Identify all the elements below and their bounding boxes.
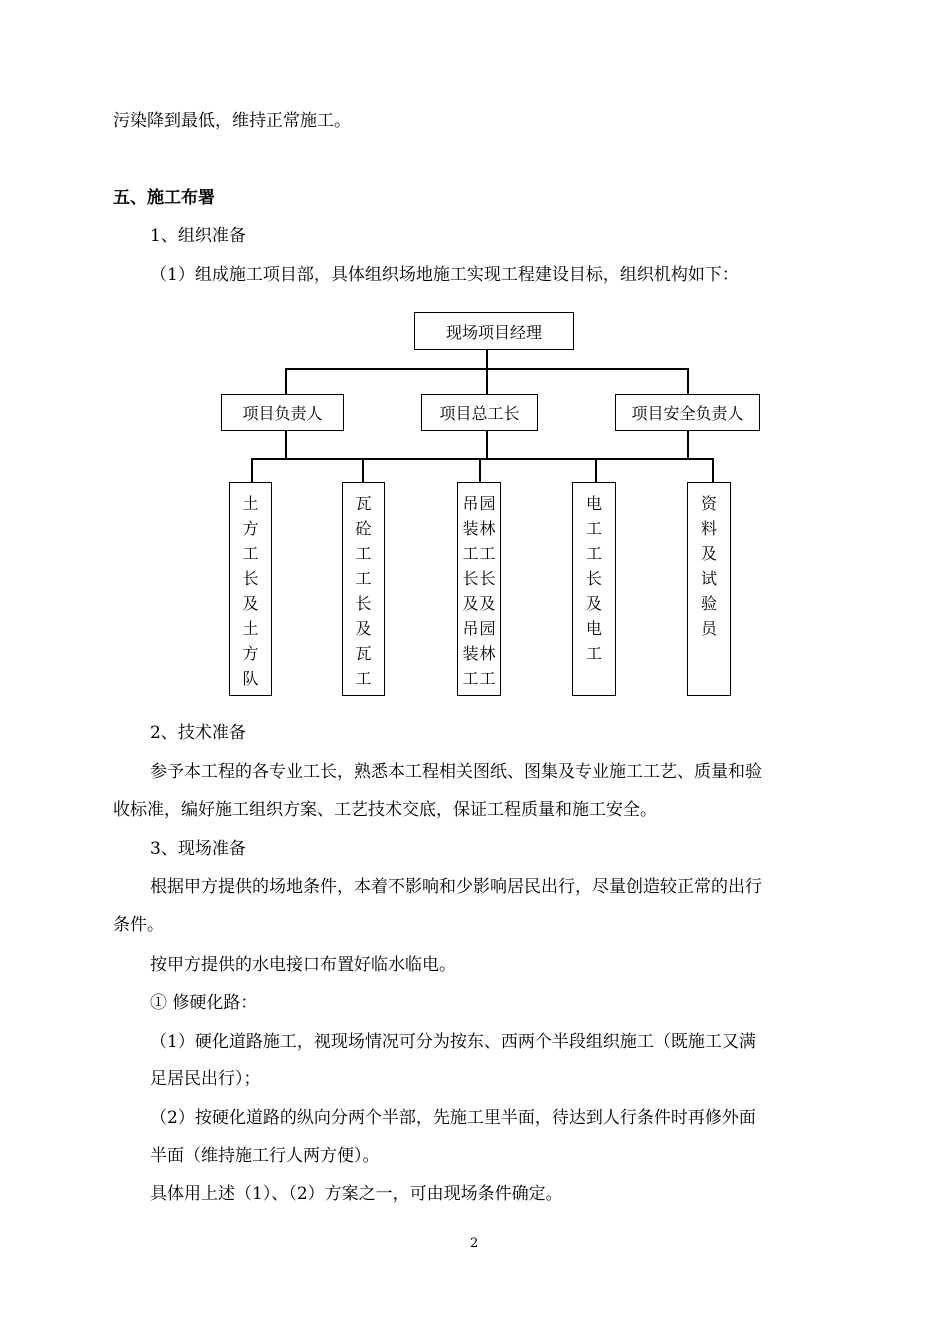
org-node-char: 工 (479, 669, 496, 688)
org-node-lifting-landscape (457, 482, 501, 696)
org-node-safety-lead: 项目安全负责人 (615, 394, 760, 431)
org-node-char: 及 (355, 619, 372, 638)
org-node-char: 土 (242, 619, 259, 638)
connector-line (251, 458, 253, 483)
org-node-char: 工 (479, 544, 496, 563)
connector-line (486, 368, 488, 394)
paragraph-road-item2-line2: 半面（维持施工行人两方便）。 (150, 1146, 380, 1166)
connector-line (285, 368, 287, 394)
org-node-project-manager: 现场项目经理 (414, 312, 574, 350)
subsection-title-tech: 2、技术准备 (150, 723, 246, 743)
org-node-char: 长 (462, 569, 479, 588)
org-node-char: 长 (355, 594, 372, 613)
connector-line (486, 430, 488, 459)
paragraph-site-line1: 根据甲方提供的场地条件，本着不影响和少影响居民出行，尽量创造较正常的出行 (150, 877, 762, 897)
org-node-text-column (355, 491, 371, 695)
org-node-char: 电 (585, 494, 602, 513)
org-node-electrical (572, 482, 616, 696)
org-node-char: 验 (700, 594, 717, 613)
org-node-char: 资 (700, 494, 717, 513)
org-node-char: 及 (585, 594, 602, 613)
org-node-text-column (480, 491, 496, 695)
org-node-char: 方 (242, 519, 259, 538)
paragraph-org: （1）组成施工项目部，具体组织场地施工实现工程建设目标，组织机构如下： (150, 265, 739, 285)
org-node-char: 园 (479, 494, 496, 513)
connector-line (285, 430, 287, 459)
connector-line (362, 458, 364, 483)
org-node-char: 长 (242, 569, 259, 588)
org-node-char: 吊 (462, 619, 479, 638)
org-node-chief-foreman: 项目总工长 (421, 394, 538, 431)
org-node-char: 工 (355, 544, 372, 563)
org-node-char: 料 (700, 519, 717, 538)
org-node-text-column (242, 491, 258, 695)
org-node-char: 电 (585, 619, 602, 638)
paragraph-road-item2-line1: （2）按硬化道路的纵向分两个半部，先施工里半面，待达到人行条件时再修外面 (150, 1108, 756, 1128)
org-node-char: 瓦 (355, 644, 372, 663)
org-node-char: 吊 (462, 494, 479, 513)
connector-line (687, 368, 689, 394)
section-title: 五、施工布署 (113, 188, 215, 208)
paragraph-tech-line2: 收标准，编好施工组织方案、工艺技术交底，保证工程质量和施工安全。 (113, 800, 657, 820)
org-node-char: 长 (585, 569, 602, 588)
org-node-char: 工 (585, 544, 602, 563)
paragraph-road-item1-line2: 足居民出行）； (150, 1069, 261, 1089)
org-node-project-lead: 项目负责人 (221, 394, 344, 431)
connector-line (687, 430, 689, 459)
org-node-char: 及 (462, 594, 479, 613)
paragraph-tech-line1: 参予本工程的各专业工长，熟悉本工程相关图纸、图集及专业施工工艺、质量和验 (150, 762, 762, 782)
org-node-records-testing (687, 482, 731, 696)
subsection-title-site: 3、现场准备 (150, 839, 246, 859)
org-node-text-column (701, 491, 717, 695)
org-node-char: 及 (242, 594, 259, 613)
org-node-char: 土 (242, 494, 259, 513)
org-node-char: 工 (462, 544, 479, 563)
paragraph-continuation: 污染降到最低，维持正常施工。 (113, 111, 351, 131)
subsection-title-org: 1、组织准备 (150, 226, 246, 246)
org-node-text-column (462, 491, 478, 695)
paragraph-road-conclusion: 具体用上述（1）、（2）方案之一，可由现场条件确定。 (150, 1184, 563, 1204)
org-node-char: 工 (355, 669, 372, 688)
org-node-text-column (586, 491, 602, 695)
org-node-char: 及 (700, 544, 717, 563)
connector-line (251, 458, 714, 460)
connector-line (595, 458, 597, 483)
org-node-char: 装 (462, 519, 479, 538)
paragraph-road-title: ① 修硬化路： (150, 993, 258, 1013)
page-number: 2 (470, 1236, 479, 1251)
paragraph-site-line3: 按甲方提供的水电接口布置好临水临电。 (150, 955, 456, 975)
org-node-char: 工 (462, 669, 479, 688)
org-node-char: 瓦 (355, 494, 372, 513)
org-node-char: 园 (479, 619, 496, 638)
org-node-char: 队 (242, 669, 259, 688)
connector-line (486, 349, 488, 369)
org-node-char: 工 (585, 644, 602, 663)
org-node-char: 装 (462, 644, 479, 663)
org-node-char: 林 (479, 519, 496, 538)
connector-line (712, 458, 714, 483)
org-node-char: 砼 (355, 519, 372, 538)
org-node-char: 试 (700, 569, 717, 588)
org-node-char: 长 (479, 569, 496, 588)
org-node-char: 工 (242, 544, 259, 563)
org-node-char: 方 (242, 644, 259, 663)
org-node-char: 员 (700, 619, 717, 638)
paragraph-site-line2: 条件。 (113, 915, 164, 935)
org-node-char: 林 (479, 644, 496, 663)
org-node-char: 及 (479, 594, 496, 613)
connector-line (479, 458, 481, 483)
org-node-char: 工 (585, 519, 602, 538)
org-node-masonry (342, 482, 385, 696)
org-node-earthwork (229, 482, 272, 696)
paragraph-road-item1-line1: （1）硬化道路施工，视现场情况可分为按东、西两个半段组织施工（既施工又满 (150, 1032, 756, 1052)
org-node-char: 工 (355, 569, 372, 588)
